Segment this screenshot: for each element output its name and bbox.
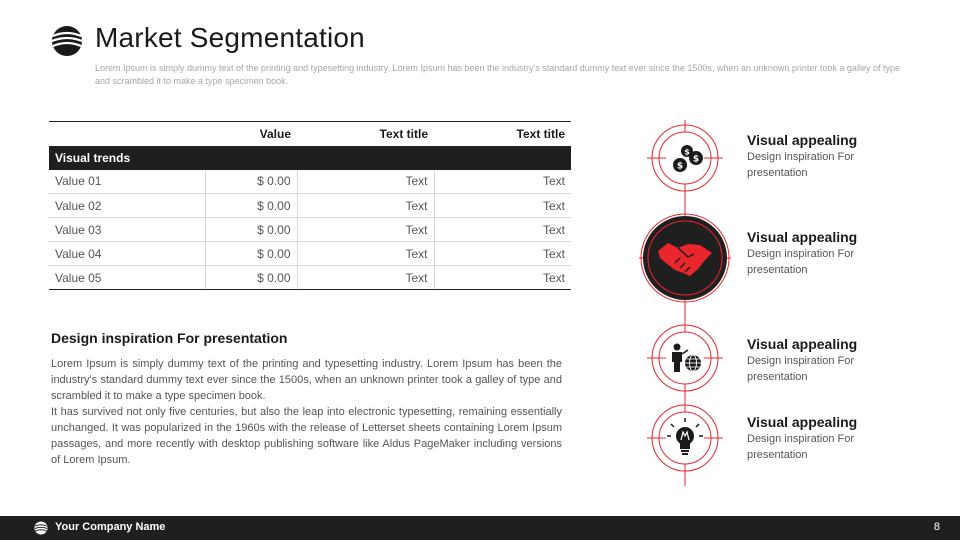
feature-title: Visual appealing <box>747 229 858 245</box>
lightbulb-icon <box>647 405 723 471</box>
table-row <box>49 266 571 290</box>
table-cell: Text <box>434 194 571 218</box>
feature-item <box>747 414 907 463</box>
table-row <box>49 242 571 266</box>
handshake-icon <box>639 214 731 302</box>
table-cell: Text <box>297 194 434 218</box>
table-cell: Value 04 <box>49 242 205 266</box>
table-cell: Value 03 <box>49 218 205 242</box>
table-cell: Value 02 <box>49 194 205 218</box>
table-cell: Text <box>434 170 571 194</box>
table-header-row <box>49 122 571 146</box>
description-paragraph: Lorem Ipsum is simply dummy text of the printing and typesetting industry. Lorem Ipsum has been the industry's standard dummy text ever since the 1500s, when an unknown printer took a galley of type and scrambled it to make a type specimen book. <box>51 358 562 402</box>
table-cell: Text <box>434 242 571 266</box>
company-logo-icon <box>34 521 48 535</box>
table-section-label: Visual trends <box>49 146 571 170</box>
feature-item <box>747 336 907 385</box>
feature-text: Design inspiration For presentation <box>747 248 854 276</box>
table-cell: Text <box>297 170 434 194</box>
table-cell: $ 0.00 <box>205 194 297 218</box>
svg-text:$: $ <box>692 154 700 165</box>
table-cell: $ 0.00 <box>205 242 297 266</box>
target-diagram <box>630 118 740 498</box>
page-title: Market Segmentation <box>95 22 365 53</box>
table-cell: $ 0.00 <box>205 266 297 290</box>
table-cell: Text <box>434 218 571 242</box>
table-section-row <box>49 146 571 170</box>
table-cell: Text <box>434 266 571 290</box>
money-coins-icon <box>647 125 723 191</box>
table-header-cell: Text title <box>516 126 565 141</box>
description-paragraph: It has survived not only five centuries, but also the leap into electronic typesetting, remaining essentially unchanged. It was popularized in the 1960s with the release of Letterset sheets containing Lorem Ipsum passages, and more recently with desktop publishing software like Aldus PageMaker including versions of Lorem Ipsum. <box>51 406 562 466</box>
table-row <box>49 170 571 194</box>
table-header-cell <box>49 122 205 146</box>
feature-title: Visual appealing <box>747 336 858 352</box>
table-cell: Text <box>297 218 434 242</box>
description-title: Design inspiration For presentation <box>51 330 288 346</box>
table-cell: Text <box>297 242 434 266</box>
footer-company-name: Your Company Name <box>55 521 166 533</box>
table-row <box>49 194 571 218</box>
feature-text: Design inspiration For presentation <box>747 433 854 461</box>
feature-title: Visual appealing <box>747 132 858 148</box>
table-cell: $ 0.00 <box>205 170 297 194</box>
table-row <box>49 218 571 242</box>
presenter-globe-icon <box>647 325 723 391</box>
page-number: 8 <box>933 521 940 533</box>
description-body <box>51 356 562 468</box>
table-cell: Value 05 <box>49 266 205 290</box>
feature-title: Visual appealing <box>747 414 858 430</box>
table-header-cell: Text title <box>379 126 428 141</box>
table-cell: Value 01 <box>49 170 205 194</box>
svg-text:$: $ <box>684 147 690 157</box>
feature-text: Design inspiration For presentation <box>747 151 854 179</box>
feature-text: Design inspiration For presentation <box>747 355 854 383</box>
page-subtitle: Lorem Ipsum is simply dummy text of the printing and typesetting industry. Lorem Ipsum has been the industry's standard dummy text ever since the 1500s, when an unknown printer took a galley of type and scrambled it to make a type specimen book. <box>95 63 900 86</box>
footer-bar <box>0 516 960 540</box>
feature-item <box>747 229 907 278</box>
company-logo-icon <box>49 25 85 57</box>
feature-item <box>747 132 907 181</box>
svg-text:$: $ <box>676 161 684 172</box>
table-cell: $ 0.00 <box>205 218 297 242</box>
data-table <box>49 121 571 290</box>
table-cell: Text <box>297 266 434 290</box>
table-header-cell: Value <box>259 126 291 141</box>
